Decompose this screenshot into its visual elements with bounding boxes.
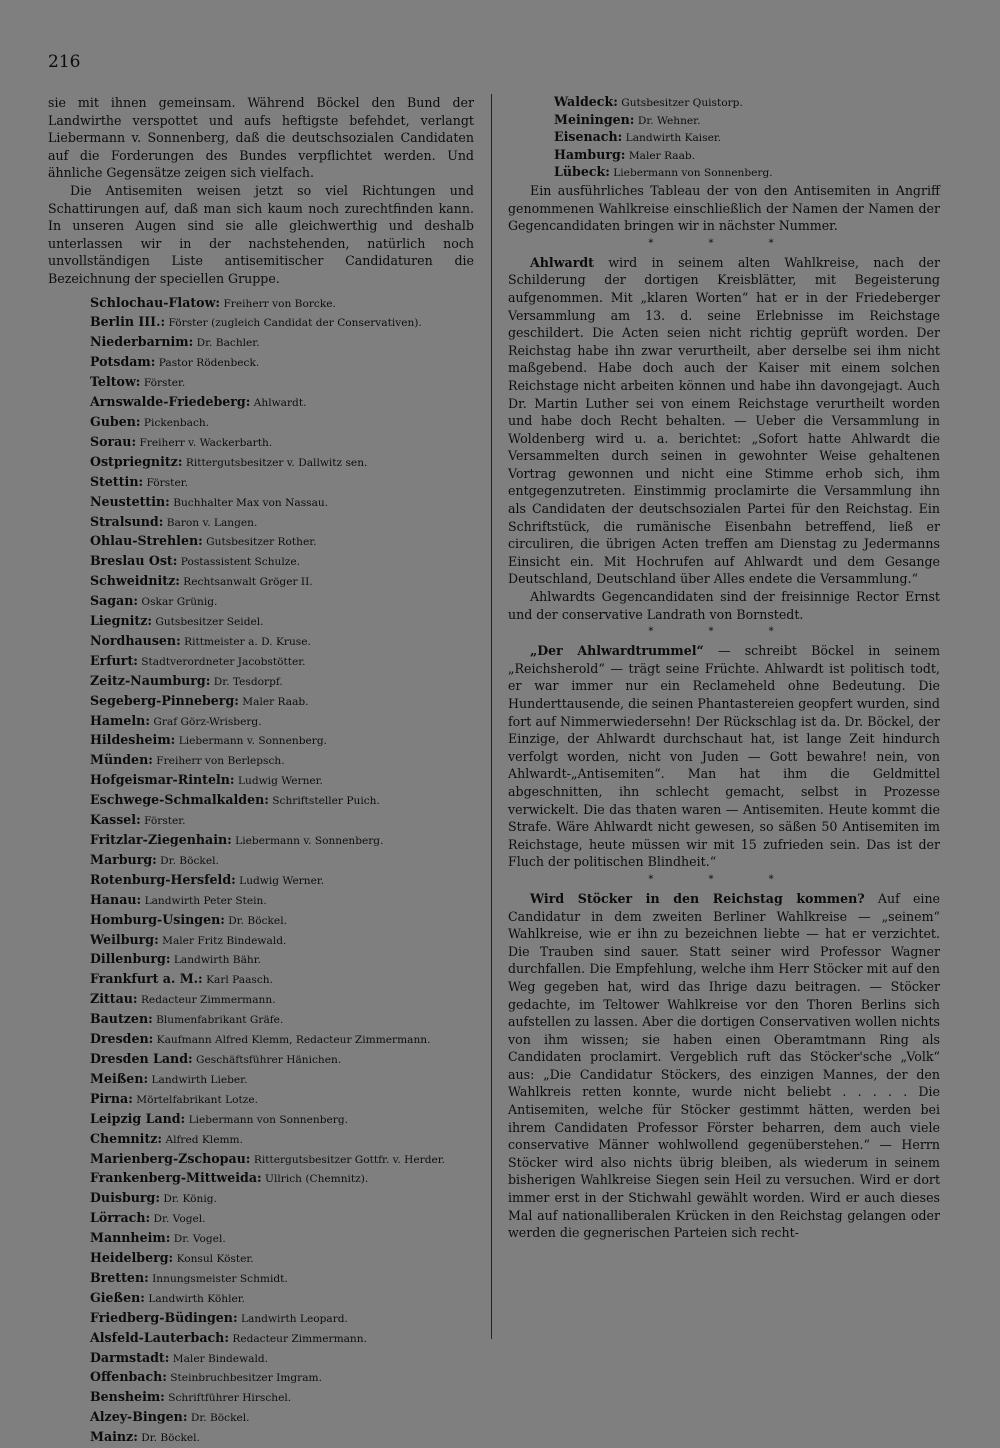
candidate-entry bbox=[554, 129, 940, 147]
candidate-entry bbox=[90, 1428, 474, 1448]
candidate-entry bbox=[90, 771, 474, 791]
candidate-entry bbox=[90, 294, 474, 314]
candidate-entry bbox=[90, 1349, 474, 1369]
candidate-entry bbox=[90, 751, 474, 771]
constituency-name: Liegnitz: bbox=[90, 613, 153, 629]
candidate-name: Freiherr von Berlepsch. bbox=[156, 755, 285, 768]
candidate-name: Förster. bbox=[143, 377, 186, 390]
candidate-name: Liebermann v. Sonnenberg. bbox=[235, 835, 384, 847]
candidate-name: Landwirth Bähr. bbox=[173, 954, 261, 967]
constituency-name: Duisburg: bbox=[90, 1190, 161, 1206]
constituency-name: Marburg: bbox=[90, 851, 157, 867]
constituency-name: Sorau: bbox=[90, 433, 137, 449]
candidate-name: Mörtelfabrikant Lotze. bbox=[136, 1093, 258, 1106]
candidate-list-continued bbox=[508, 94, 940, 182]
candidate-entry bbox=[90, 1110, 474, 1130]
candidate-name: Stadtverordneter Jacobstötter. bbox=[141, 655, 306, 668]
constituency-name: Breslau Ost: bbox=[90, 553, 178, 569]
candidate-entry bbox=[90, 891, 474, 911]
constituency-name: Ohlau-Strehlen: bbox=[90, 533, 203, 549]
candidate-name: Ludwig Werner. bbox=[237, 775, 323, 788]
candidate-name: Alfred Klemm. bbox=[165, 1133, 243, 1146]
constituency-name: Waldeck: bbox=[554, 94, 618, 109]
candidate-entry bbox=[90, 612, 474, 632]
candidate-name: Geschäftsführer Hänichen. bbox=[196, 1053, 342, 1066]
candidate-entry bbox=[554, 164, 940, 182]
constituency-name: Weilburg: bbox=[90, 931, 159, 947]
candidate-name: Steinbruchbesitzer Imgram. bbox=[170, 1372, 322, 1385]
candidate-name: Maler Bindewald. bbox=[172, 1352, 268, 1365]
candidate-entry bbox=[90, 552, 474, 572]
candidate-entry bbox=[90, 1030, 474, 1050]
constituency-name: Bensheim: bbox=[90, 1389, 165, 1405]
constituency-name: Offenbach: bbox=[90, 1369, 167, 1385]
constituency-name: Gießen: bbox=[90, 1289, 145, 1305]
constituency-name: Bautzen: bbox=[90, 1011, 153, 1027]
candidate-entry bbox=[90, 692, 474, 712]
constituency-name: Zittau: bbox=[90, 991, 138, 1007]
candidate-name: Oskar Grünig. bbox=[141, 596, 218, 609]
constituency-name: Darmstadt: bbox=[90, 1349, 170, 1365]
constituency-name: Neustettin: bbox=[90, 493, 170, 509]
candidate-entry bbox=[90, 353, 474, 373]
constituency-name: Münden: bbox=[90, 752, 153, 768]
stoecker-paragraph bbox=[508, 890, 940, 1242]
constituency-name: Dresden: bbox=[90, 1031, 154, 1047]
candidate-name: Rittergutsbesitzer Gottfr. v. Herder. bbox=[253, 1153, 446, 1166]
candidate-entry bbox=[90, 1269, 474, 1289]
constituency-name: Hildesheim: bbox=[90, 732, 176, 748]
candidate-entry bbox=[90, 313, 474, 333]
candidate-name: Landwirth Kaiser. bbox=[625, 132, 722, 145]
constituency-name: Hamburg: bbox=[554, 146, 626, 162]
candidate-name: Liebermann von Sonnenberg. bbox=[188, 1113, 348, 1126]
section-separator: * * * bbox=[648, 237, 800, 249]
candidate-entry bbox=[90, 493, 474, 513]
constituency-name: Hofgeismar-Rinteln: bbox=[90, 772, 235, 788]
candidate-name: Pickenbach. bbox=[143, 416, 210, 429]
candidate-name: Landwirth Lieber. bbox=[151, 1073, 248, 1086]
candidate-entry bbox=[90, 851, 474, 871]
candidate-entry bbox=[90, 1368, 474, 1388]
candidate-name: Pastor Rödenbeck. bbox=[158, 357, 260, 370]
candidate-name: Gutsbesitzer Rother. bbox=[206, 536, 317, 549]
candidate-entry bbox=[90, 931, 474, 951]
constituency-name: Hanau: bbox=[90, 891, 142, 907]
constituency-name: Potsdam: bbox=[90, 354, 156, 370]
candidate-name: Redacteur Zimmermann. bbox=[232, 1332, 367, 1345]
candidate-entry bbox=[90, 1408, 474, 1428]
section-separator: * * * bbox=[648, 626, 800, 638]
constituency-name: Stettin: bbox=[90, 473, 144, 489]
candidate-name: Landwirth Köhler. bbox=[148, 1292, 246, 1305]
candidate-name: Redacteur Zimmermann. bbox=[140, 994, 276, 1007]
candidate-name: Dr. Böckel. bbox=[190, 1412, 250, 1425]
constituency-name: Schweidnitz: bbox=[90, 573, 180, 589]
candidate-name: Ahlwardt. bbox=[253, 397, 307, 410]
candidate-entry bbox=[90, 393, 474, 413]
constituency-name: Ostpriegnitz: bbox=[90, 453, 183, 469]
candidate-entry bbox=[90, 1309, 474, 1329]
constituency-name: Marienberg-Zschopau: bbox=[90, 1150, 251, 1166]
candidate-name: Postassistent Schulze. bbox=[180, 556, 300, 569]
candidate-name: Gutsbesitzer Quistorp. bbox=[621, 97, 743, 109]
constituency-name: Erfurt: bbox=[90, 652, 138, 668]
constituency-name: Berlin III.: bbox=[90, 314, 166, 330]
constituency-name: Homburg-Usingen: bbox=[90, 911, 225, 927]
constituency-name: Fritzlar-Ziegenhain: bbox=[90, 832, 232, 847]
constituency-name: Alsfeld-Lauterbach: bbox=[90, 1329, 229, 1345]
candidate-name: Maler Fritz Bindewald. bbox=[162, 934, 287, 947]
candidate-entry bbox=[90, 1289, 474, 1309]
candidate-entry bbox=[90, 572, 474, 592]
stoecker-heading: Wird Stöcker in den Reichstag kommen? bbox=[530, 890, 865, 906]
candidate-entry bbox=[90, 592, 474, 612]
candidate-name: Freiherr von Borcke. bbox=[223, 297, 336, 310]
candidate-name: Graf Görz-Wrisberg. bbox=[153, 715, 262, 728]
candidate-name: Rittergutsbesitzer v. Dallwitz sen. bbox=[185, 456, 368, 469]
candidate-name: Ullrich (Chemnitz). bbox=[265, 1173, 369, 1186]
gegencandidaten-paragraph: Ahlwardts Gegencandidaten sind der freisinnige Rector Ernst und der conservative Landrath von Bornstedt. bbox=[508, 589, 940, 622]
candidate-entry bbox=[90, 513, 474, 533]
ahlwardt-text: wird in seinem alten Wahlkreise, nach der Schilderung der dortigen Kreisblätter, mit Begeisterung aufgenommen. Mit „klaren Worten“ hat er in der Friedeberger Versammlung am 13. d. seine Erlebnisse im Reichstage geschildert. Die Acten seien nicht richtig geprüft worden. Der Reichstag habe ihn zwar verurtheilt, aber derselbe sei ihm nicht maßgebend. Habe doch auch der Kaiser mit einem solchen Reichstage nicht arbeiten können und habe ihn davongejagt. Auch Dr. Martin Luther sei von einem Reichstage verurtheilt worden und habe doch Recht behalten. — Ueber die Versammlung in Woldenberg wird u. a. berichtet: „Sofort hatte Ahlwardt die Versammelten durch seinen in gewohnter Weise gehaltenen Vortrag gewonnen und nicht eine Stimme erhob sich, ihm entgegenzutreten. Einstimmig proclamirte die Versammlung ihn als Candidaten der deutschsozialen Partei für den Reichstag. Ein Schriftstück, die rumänische Eisenbahn betreffend, ließ er circuliren, die übrigen Acten treffen am Dienstag zu Jedermanns Einsicht ein. Mit Hochrufen auf Ahlwardt und dem Gesange Deutschland, Deutschland über Alles endete die Versammlung.“ bbox=[508, 254, 940, 587]
constituency-name: Hameln: bbox=[90, 712, 150, 728]
candidate-entry bbox=[90, 333, 474, 353]
candidate-entry bbox=[90, 1130, 474, 1150]
candidate-entry bbox=[90, 1388, 474, 1408]
candidate-entry bbox=[90, 1010, 474, 1030]
candidate-entry bbox=[90, 712, 474, 732]
column-divider bbox=[491, 94, 492, 1339]
candidate-name: Dr. Böckel. bbox=[160, 854, 219, 867]
candidate-entry bbox=[554, 147, 940, 165]
candidate-entry bbox=[90, 831, 474, 851]
candidate-entry bbox=[90, 433, 474, 453]
candidate-name: Schriftführer Hirschel. bbox=[168, 1392, 292, 1405]
ahlwardtrummel-heading: „Der Ahlwardtrummel“ bbox=[530, 643, 704, 659]
constituency-name: Segeberg-Pinneberg: bbox=[90, 692, 239, 708]
constituency-name: Alzey-Bingen: bbox=[90, 1409, 188, 1425]
candidate-entry bbox=[90, 453, 474, 473]
candidate-entry bbox=[90, 632, 474, 652]
candidate-name: Schriftsteller Puich. bbox=[272, 795, 380, 808]
candidate-name: Konsul Köster. bbox=[176, 1253, 254, 1266]
candidate-name: Blumenfabrikant Gräfe. bbox=[156, 1014, 284, 1027]
constituency-name: Pirna: bbox=[90, 1090, 133, 1106]
constituency-name: Friedberg-Büdingen: bbox=[90, 1309, 238, 1325]
candidate-name: Dr. Vogel. bbox=[153, 1213, 206, 1226]
candidate-entry bbox=[90, 1249, 474, 1269]
candidate-name: Förster (zugleich Candidat der Conservativen). bbox=[168, 317, 422, 330]
constituency-name: Guben: bbox=[90, 413, 141, 429]
candidate-name: Liebermann von Sonnenberg. bbox=[613, 167, 773, 180]
candidate-entry bbox=[90, 811, 474, 831]
candidate-entry bbox=[90, 871, 474, 891]
constituency-name: Frankfurt a. M.: bbox=[90, 971, 203, 987]
candidate-entry bbox=[90, 791, 474, 811]
candidate-entry bbox=[90, 1050, 474, 1070]
candidate-name: Dr. Vogel. bbox=[173, 1233, 226, 1246]
candidate-entry bbox=[90, 652, 474, 672]
candidate-entry bbox=[554, 94, 940, 112]
constituency-name: Schlochau-Flatow: bbox=[90, 294, 221, 310]
constituency-name: Leipzig Land: bbox=[90, 1110, 186, 1126]
constituency-name: Teltow: bbox=[90, 374, 141, 390]
constituency-name: Meißen: bbox=[90, 1070, 149, 1086]
right-column bbox=[508, 94, 940, 1242]
candidate-name: Ludwig Werner. bbox=[239, 874, 325, 887]
constituency-name: Zeitz-Naumburg: bbox=[90, 672, 211, 688]
constituency-name: Bretten: bbox=[90, 1269, 149, 1285]
candidate-entry bbox=[90, 1070, 474, 1090]
constituency-name: Mainz: bbox=[90, 1429, 138, 1445]
candidate-name: Dr. Wehner. bbox=[637, 114, 701, 127]
candidate-name: Rittmeister a. D. Kruse. bbox=[184, 635, 311, 648]
constituency-name: Dresden Land: bbox=[90, 1050, 193, 1066]
constituency-name: Niederbarnim: bbox=[90, 334, 194, 350]
candidate-name: Förster. bbox=[146, 476, 188, 489]
candidate-entry bbox=[90, 672, 474, 692]
constituency-name: Eschwege-Schmalkalden: bbox=[90, 792, 269, 808]
candidate-name: Baron v. Langen. bbox=[166, 516, 258, 529]
constituency-name: Lübeck: bbox=[554, 164, 610, 180]
candidate-name: Dr. Böckel. bbox=[141, 1432, 200, 1445]
candidate-name: Landwirth Peter Stein. bbox=[144, 894, 267, 907]
stoecker-text: Auf eine Candidatur in dem zweiten Berliner Wahlkreise — „seinem“ Wahlkreise, wie er ihn zu bezeichnen liebte — hat er verzichtet. Die Trauben sind sauer. Statt seiner wird Professor Wagner durchfallen. Die Empfehlung, welche ihm Herr Stöcker mit auf den Weg gegeben hat, wird das Ihrige dazu beitragen. — Stöcker gedachte, im Teltower Wahlkreise vor den Thoren Berlins sich aufstellen zu lassen. Aber die dortigen Conservativen wollen nichts von ihm wissen; sie haben einen Oberamtmann Ring als Candidaten proclamirt. Vergeblich ruft das Stöcker'sche „Volk“ aus: „Die Candidatur Stöckers, des einzigen Mannes, der den Wahlkreis retten konnte, wurde nicht beliebt . . . . . Die Antisemiten, welche für Stöcker gestimmt hätten, werden bei ihrem Candidaten Professor Förster beharren, dem auch viele conservative Männer wohlwollend gegenüberstehen.“ — Herrn Stöcker wird also nichts übrig bleiben, als wiederum in seinem bisherigen Wahlkreise Siegen sein Heil zu versuchen. Wird er dort immer erst in der Stichwahl gewählt worden. Wird er auch dieses Mal auf nationalliberalen Krücken in den Reichstag gelangen oder werden die gegnerischen Parteien sich recht- bbox=[508, 890, 941, 1241]
candidate-entry bbox=[90, 950, 474, 970]
left-column bbox=[48, 94, 474, 1448]
candidate-name: Rechtsanwalt Gröger II. bbox=[183, 576, 313, 589]
tableau-paragraph: Ein ausführliches Tableau der von den Antisemiten in Angriff genommenen Wahlkreise einschließlich der Namen der Namen der Gegencandidaten bringen wir in nächster Nummer. bbox=[508, 182, 940, 234]
candidate-name: Buchhalter Max von Nassau. bbox=[173, 496, 329, 509]
candidate-name: Dr. Tesdorpf. bbox=[213, 675, 283, 688]
candidate-entry bbox=[90, 1329, 474, 1349]
candidate-entry bbox=[90, 413, 474, 433]
candidate-entry bbox=[90, 1209, 474, 1229]
constituency-name: Chemnitz: bbox=[90, 1130, 163, 1146]
candidate-name: Dr. Böckel. bbox=[228, 914, 287, 927]
candidate-name: Maler Raab. bbox=[242, 695, 309, 708]
candidate-entry bbox=[90, 532, 474, 552]
candidate-entry bbox=[90, 1150, 474, 1170]
constituency-name: Eisenach: bbox=[554, 129, 623, 145]
candidate-entry bbox=[90, 473, 474, 493]
constituency-name: Lörrach: bbox=[90, 1210, 151, 1226]
page-number: 216 bbox=[48, 52, 81, 72]
candidate-list bbox=[48, 294, 474, 1448]
ahlwardt-paragraph bbox=[508, 254, 940, 588]
candidate-name: Landwirth Leopard. bbox=[241, 1312, 348, 1325]
constituency-name: Kassel: bbox=[90, 812, 141, 828]
candidate-entry bbox=[90, 373, 474, 393]
candidate-name: Dr. König. bbox=[163, 1193, 217, 1206]
candidate-name: Dr. Bachler. bbox=[196, 337, 260, 350]
candidate-name: Gutsbesitzer Seidel. bbox=[155, 616, 264, 629]
constituency-name: Arnswalde-Friedeberg: bbox=[90, 394, 251, 410]
candidate-name: Maler Raab. bbox=[628, 149, 696, 162]
candidate-entry bbox=[90, 970, 474, 990]
antisemites-paragraph: Die Antisemiten weisen jetzt so viel Richtungen und Schattirungen auf, daß man sich kaum noch zurechtfinden kann. In unseren Augen sind sie alle gleichwerthig und deshalb unterlassen wir in der nachstehenden, natürlich noch unvollständigen Liste antisemitischer Candidaturen die Bezeichnung der speciellen Gruppe. bbox=[48, 182, 474, 286]
candidate-name: Innungsmeister Schmidt. bbox=[152, 1272, 288, 1285]
constituency-name: Frankenberg-Mittweida: bbox=[90, 1170, 262, 1186]
candidate-entry bbox=[90, 1229, 474, 1249]
ahlwardtrummel-paragraph bbox=[508, 642, 940, 871]
constituency-name: Meiningen: bbox=[554, 111, 635, 127]
candidate-name: Kaufmann Alfred Klemm, Redacteur Zimmermann. bbox=[156, 1034, 431, 1047]
candidate-entry bbox=[90, 1090, 474, 1110]
constituency-name: Stralsund: bbox=[90, 513, 164, 529]
constituency-name: Sagan: bbox=[90, 593, 139, 609]
ahlwardtrummel-text: — schreibt Böckel in seinem „Reichsherold“ — trägt seine Früchte. Ahlwardt ist politisch todt, er war immer nur ein Reclameheld ohne Bedeutung. Die Hunderttausende, die seinen Phantastereien geopfert wurden, sind fort auf Nimmerwiedersehn! Der Rückschlag ist da. Dr. Böckel, der Einzige, der Ahlwardt durchschaut hat, ist lange Zeit hindurch verfolgt worden, nicht von Juden — Gott bewahre! nein, von Ahlwardt-„Antisemiten“. Man hat ihm die Geldmittel abgeschnitten, ihn schlecht gemacht, selbst in Prozesse verwickelt. Die das thaten waren — Antisemiten. Heute kommt die Strafe. Wäre Ahlwardt nicht gewesen, so säßen 50 Antisemiten im Reichstage, heute müssen wir mit 15 zufrieden sein. Das ist der Fluch der politischen Blindheit.“ bbox=[508, 643, 941, 870]
candidate-entry bbox=[90, 990, 474, 1010]
candidate-entry bbox=[90, 1169, 474, 1189]
candidate-name: Karl Paasch. bbox=[206, 974, 273, 987]
constituency-name: Rotenburg-Hersfeld: bbox=[90, 871, 236, 887]
constituency-name: Heidelberg: bbox=[90, 1250, 174, 1266]
candidate-entry bbox=[554, 112, 940, 130]
candidate-name: Förster. bbox=[144, 815, 186, 828]
ahlwardt-heading: Ahlwardt bbox=[530, 254, 594, 270]
candidate-entry bbox=[90, 731, 474, 751]
candidate-name: Freiherr v. Wackerbarth. bbox=[139, 436, 273, 449]
constituency-name: Dillenburg: bbox=[90, 951, 171, 967]
intro-paragraph: sie mit ihnen gemeinsam. Während Böckel den Bund der Landwirthe verspottet und aufs heftigste befehdet, verlangt Liebermann v. Sonnenberg, daß die deutschsozialen Candidaten auf die Forderungen des Bundes verpflichtet werden. Und ähnliche Gegensätze zeigen sich vielfach. bbox=[48, 95, 474, 181]
section-separator: * * * bbox=[648, 873, 800, 885]
constituency-name: Mannheim: bbox=[90, 1230, 171, 1246]
candidate-entry bbox=[90, 911, 474, 931]
candidate-entry bbox=[90, 1189, 474, 1209]
candidate-name: Liebermann v. Sonnenberg. bbox=[178, 735, 327, 748]
constituency-name: Nordhausen: bbox=[90, 632, 181, 648]
